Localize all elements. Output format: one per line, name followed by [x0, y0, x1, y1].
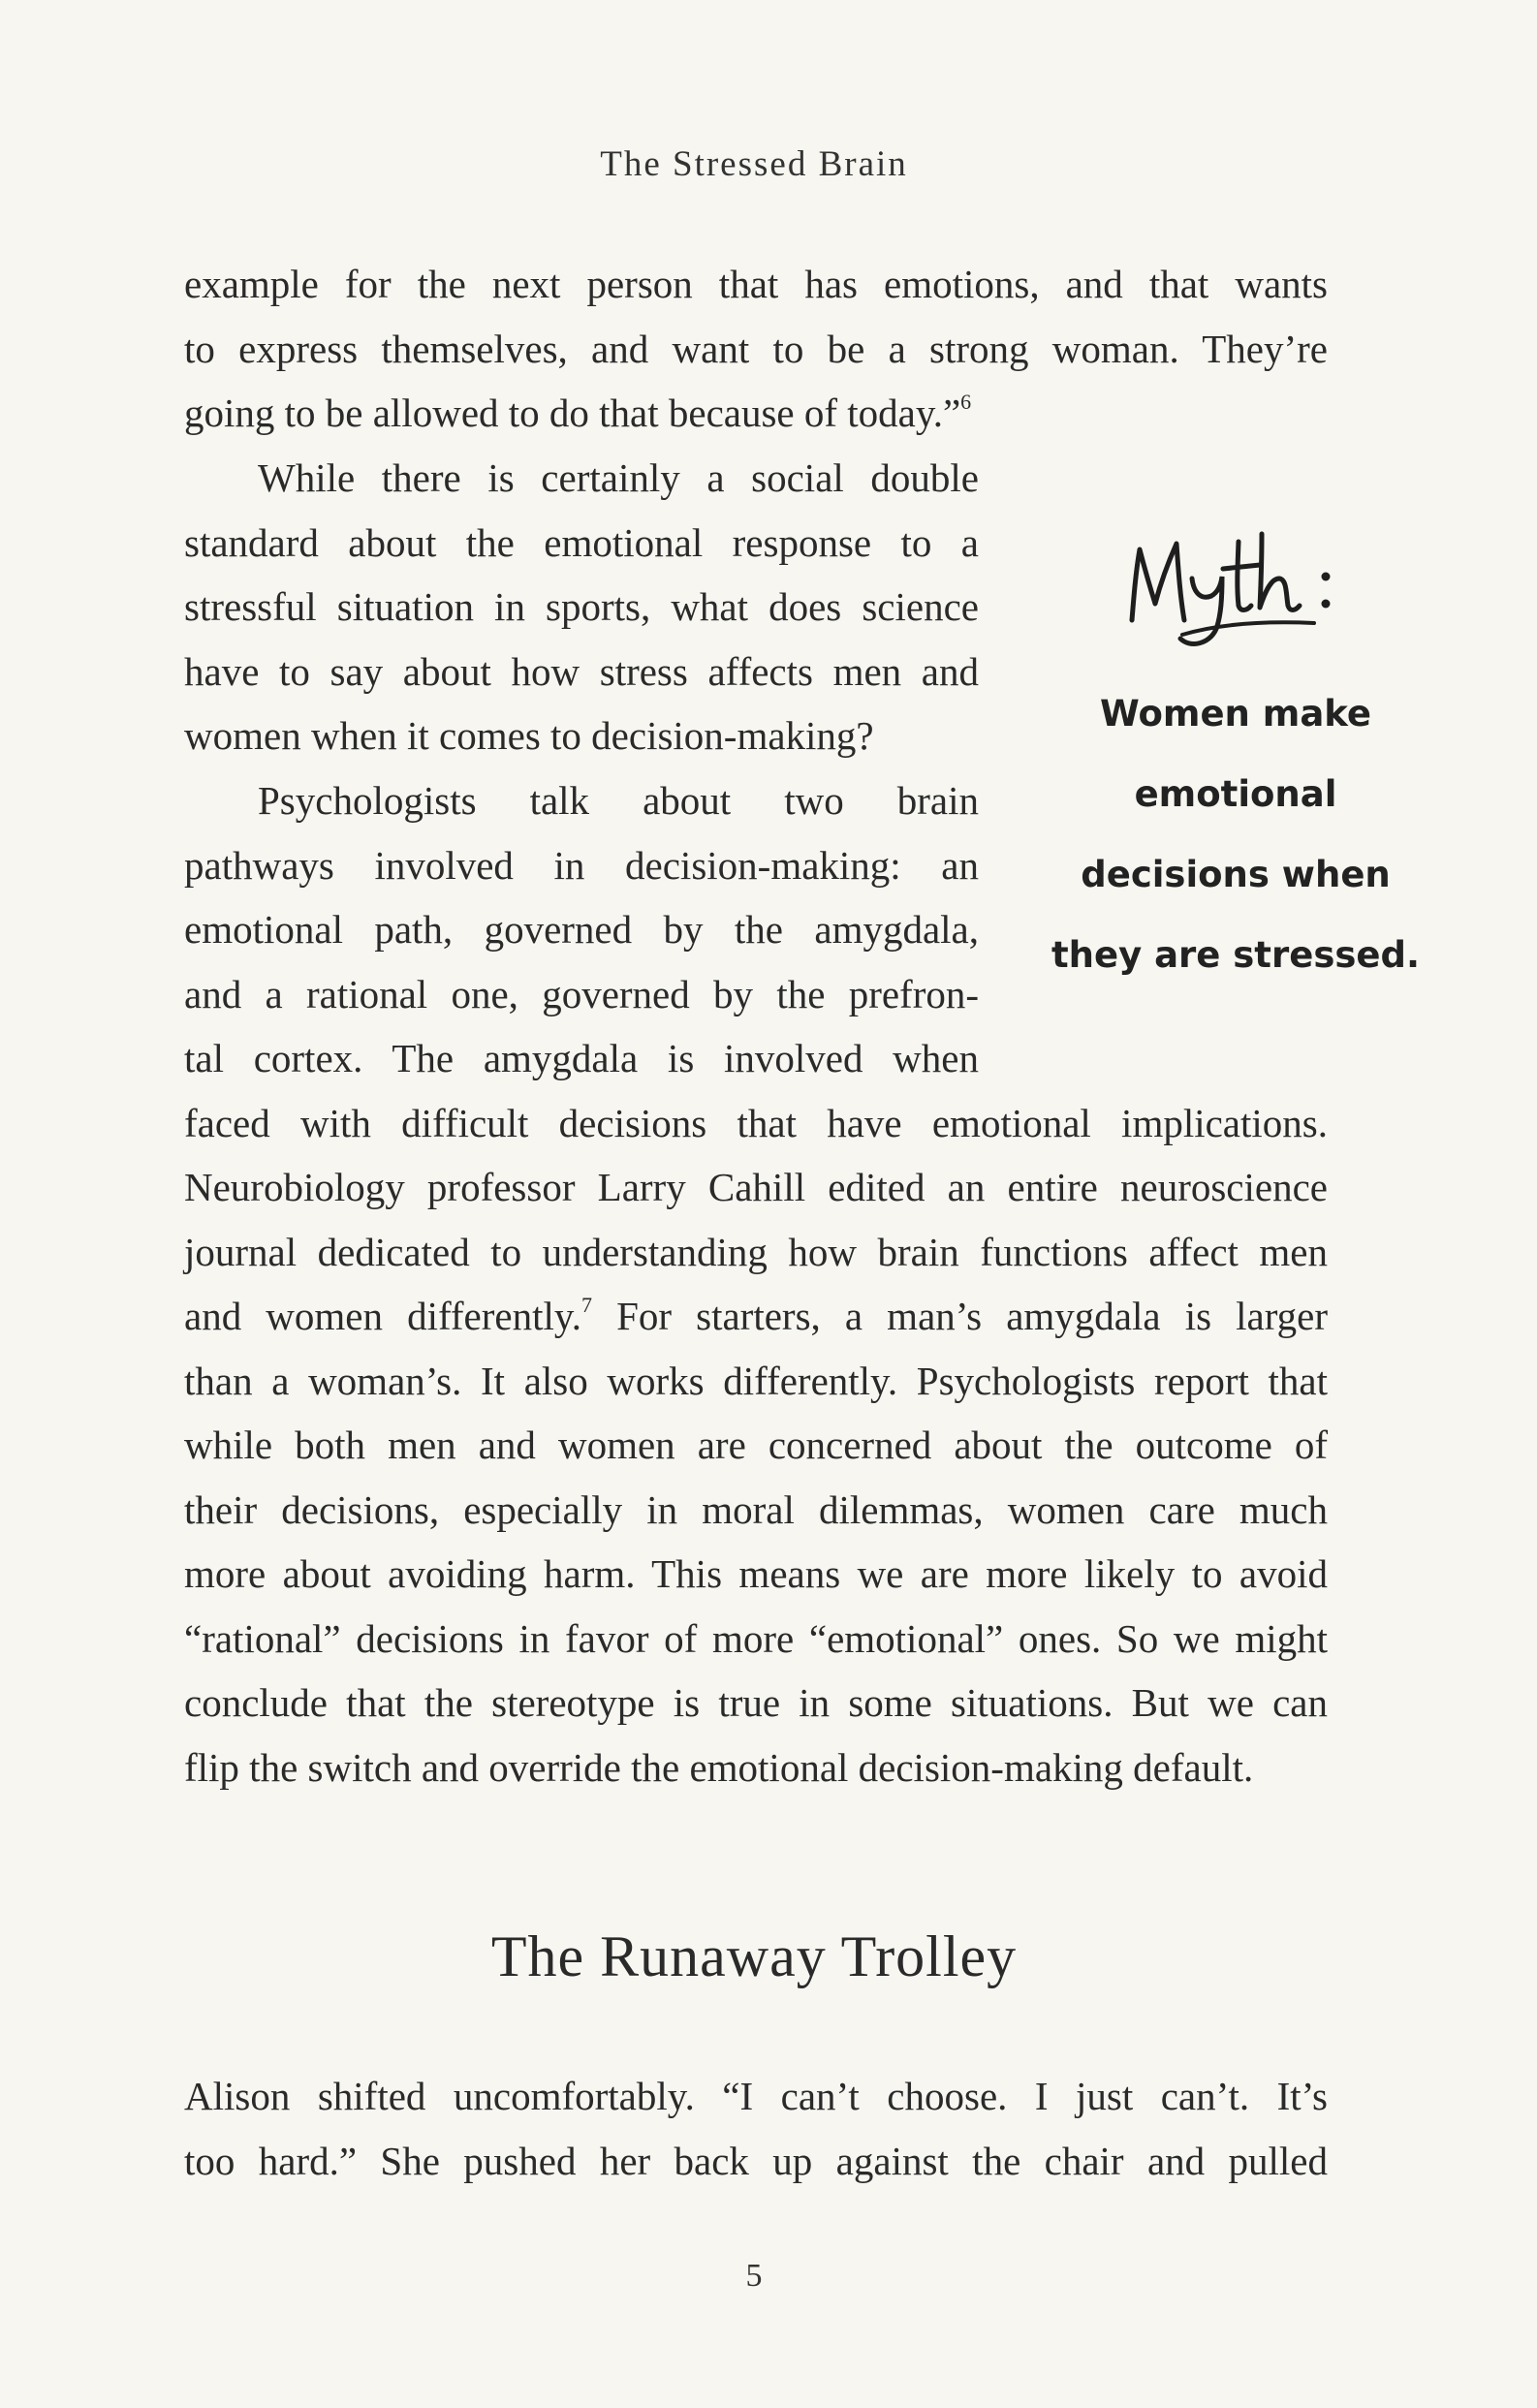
myth-statement: [1042, 673, 1429, 995]
paragraph-alison: [184, 2064, 1328, 2193]
text-line: Neurobiology professor Larry Cahill edited an entire neuroscience: [184, 1165, 1328, 1209]
myth-statement-line: Women make: [1099, 693, 1371, 735]
text-line: While there is certainly a social double: [258, 455, 979, 500]
text-line: example for the next person that has emotions, and that wants: [184, 262, 1328, 306]
text-line: Alison shifted uncomfortably. “I can’t choose. I just can’t. It’s: [184, 2074, 1328, 2118]
text-line: “rational” decisions in favor of more “emotional” ones. So we might: [184, 1615, 1328, 1661]
text-line-content: going to be allowed to do that because of today.”: [184, 391, 961, 435]
myth-statement-line: decisions when: [1081, 854, 1391, 895]
text-line: flip the switch and override the emotional decision-making default.: [184, 1744, 1254, 1790]
page-number: 5: [745, 2258, 763, 2294]
myth-callout: [1042, 528, 1429, 1013]
myth-handwritten-title: [1124, 528, 1347, 654]
text-line: have to say about how stress affects men and: [184, 648, 979, 694]
paragraph-double-standard: [184, 446, 979, 768]
text-line: [184, 381, 1328, 446]
text-line: conclude that the stereotype is true in some situations. But we can: [184, 1680, 1328, 1725]
text-line: tal cortex. The amygdala is involved when: [184, 1036, 979, 1080]
text-line: too hard.” She pushed her back up against the chair and pulled: [184, 2138, 1328, 2183]
text-line: emotional path, governed by the amygdala,: [184, 907, 979, 952]
text-line-content: For starters, a man’s amygdala is larger: [591, 1294, 1328, 1338]
text-line: stressful situation in sports, what does science: [184, 584, 979, 629]
footnote-marker: 7: [580, 1293, 592, 1317]
text-line: standard about the emotional response to a: [184, 519, 979, 565]
paragraph-quote-continuation: [184, 252, 1328, 446]
text-line: Psychologists talk about two brain: [258, 778, 979, 823]
text-line: faced with difficult decisions that have emotional implications.: [184, 1100, 1328, 1145]
text-line: women when it comes to decision-making?: [184, 713, 874, 758]
text-line: [184, 1284, 1328, 1349]
text-line: while both men and women are concerned about the outcome of: [184, 1423, 1328, 1467]
text-line: journal dedicated to understanding how brain functions affect men: [184, 1229, 1328, 1274]
text-line: to express themselves, and want to be a strong woman. They’re: [184, 326, 1328, 371]
footnote-marker: 6: [960, 390, 972, 414]
text-line: and a rational one, governed by the prefron-: [184, 971, 979, 1016]
text-line: more about avoiding harm. This means we are more likely to avoid: [184, 1551, 1328, 1596]
myth-statement-line: they are stressed.: [1051, 934, 1421, 976]
text-line-content: and women differently.: [184, 1294, 581, 1338]
text-line: pathways involved in decision-making: an: [184, 842, 979, 888]
running-head: The Stressed Brain: [600, 144, 908, 184]
section-heading: The Runaway Trolley: [490, 1924, 1018, 1988]
text-line: their decisions, especially in moral dilemmas, women care much: [184, 1486, 1328, 1532]
text-line: than a woman’s. It also works differently. Psychologists report that: [184, 1358, 1328, 1403]
myth-statement-line: emotional: [1134, 773, 1337, 815]
